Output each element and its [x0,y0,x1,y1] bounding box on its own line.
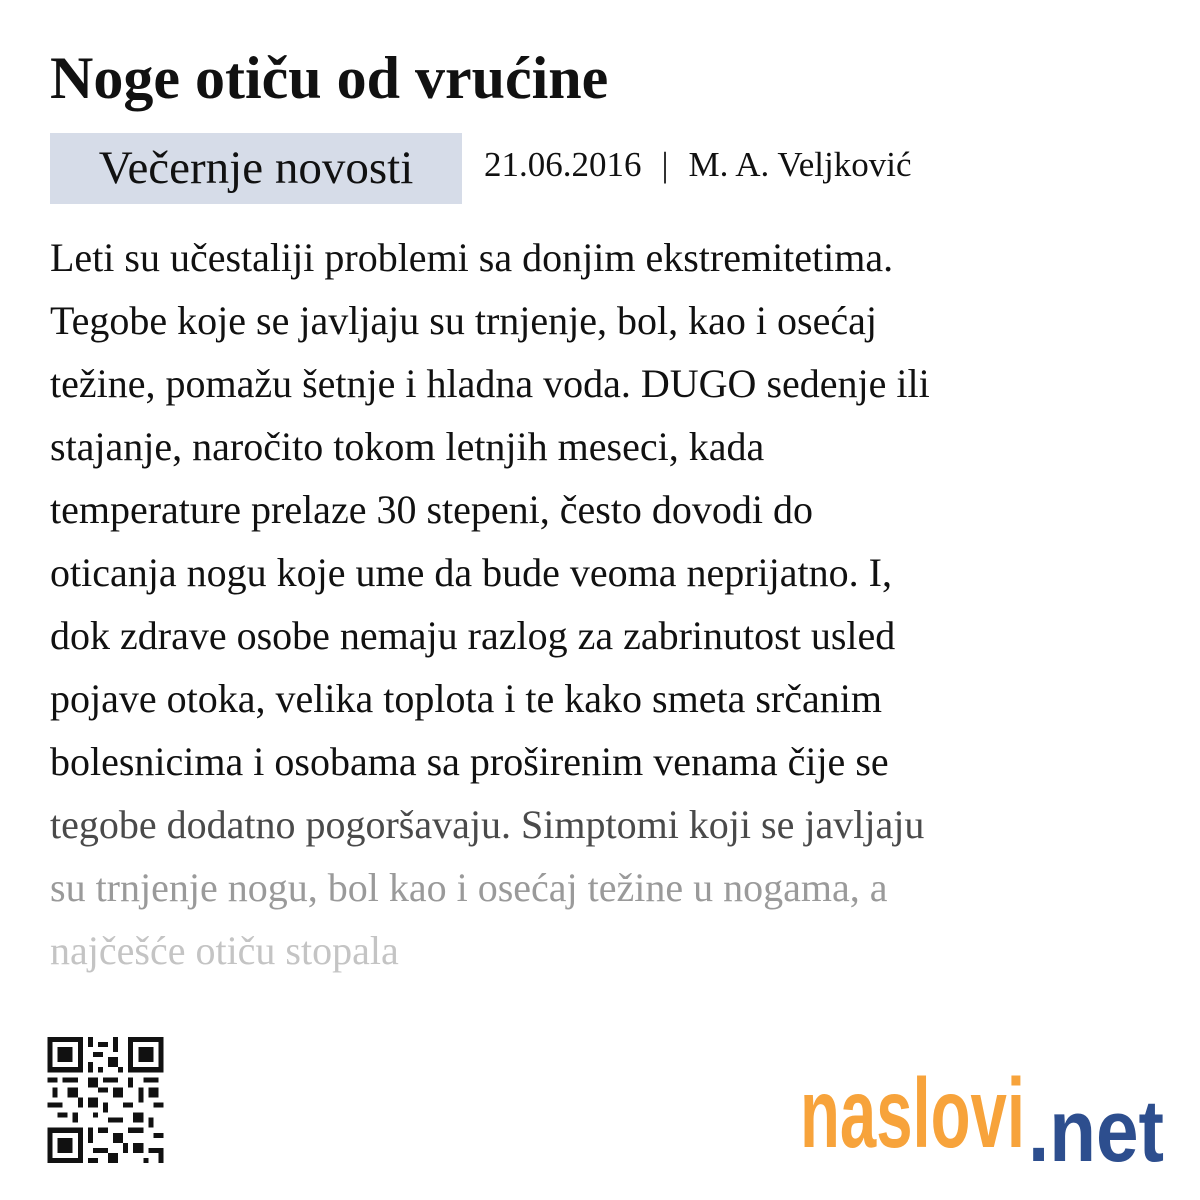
logo-text-net: .net [1028,1081,1164,1167]
body-line: su trnjenje nogu, bol kao i osećaj težine u nogama, a [50,865,888,910]
body-line: stajanje, naročito tokom letnjih meseci, kada [50,424,765,469]
logo-text-naslovi: naslovi [800,1063,1025,1167]
body-line: tegobe dodatno pogoršavaju. Simptomi koji se javljaju [50,802,925,847]
qr-code-icon [46,1037,165,1163]
body-line: Tegobe koje se javljaju su trnjenje, bol, kao i osećaj [50,298,877,343]
meta-separator: | [661,145,669,184]
body-line: najčešće otiču stopala [50,928,399,973]
body-line: bolesnicima i osobama sa proširenim venama čije se [50,739,889,784]
article-title: Noge otiču od vrućine [50,45,609,111]
body-line: Leti su učestaliji problemi sa donjim ekstremitetima. [50,235,894,280]
article-author: M. A. Veljković [688,145,912,184]
body-line: dok zdrave osobe nemaju razlog za zabrinutost usled [50,613,896,658]
body-line: pojave otoka, velika toplota i te kako smeta srčanim [50,676,882,721]
article-date: 21.06.2016 [484,145,642,184]
naslovi-net-logo [800,1063,1166,1167]
body-line: težine, pomažu šetnje i hladna voda. DUGO sedenje ili [50,361,930,406]
article-meta [484,140,912,190]
source-badge: Večernje novosti [50,133,462,204]
body-line: oticanja nogu koje ume da bude veoma neprijatno. I, [50,550,892,595]
body-line: temperature prelaze 30 stepeni, često dovodi do [50,487,814,532]
article-body [50,226,1150,982]
